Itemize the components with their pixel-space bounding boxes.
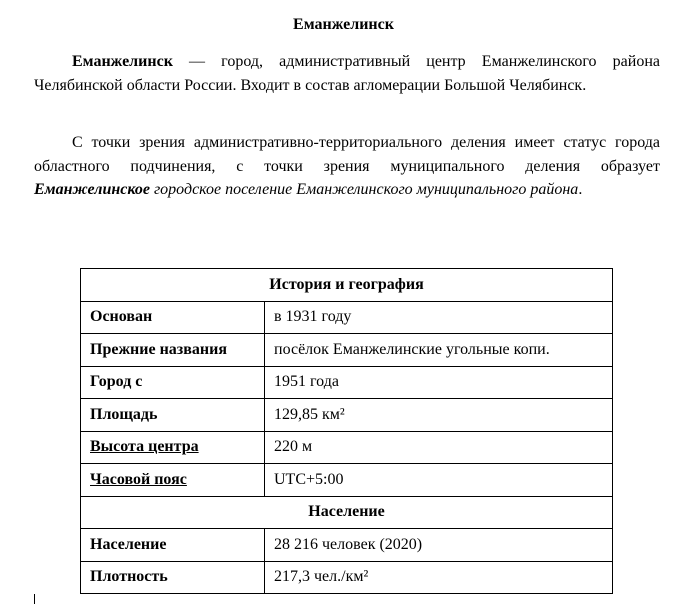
row-value: 28 216 человек (2020) [265, 529, 613, 562]
table-row [81, 366, 613, 399]
elevation-link[interactable]: Высота центра [81, 431, 265, 464]
row-value: посёлок Еманжелинские угольные копи. [265, 334, 613, 367]
row-value: в 1931 году [265, 301, 613, 334]
row-label: Основан [81, 301, 265, 334]
intro-text: — город, административный центр Еманжелинского района Челябинской области России. Входит в состав агломерации Большой Челябинск. [34, 53, 660, 94]
city-name-bold: Еманжелинск [72, 53, 173, 70]
table-row [81, 301, 613, 334]
row-label: Плотность [81, 561, 265, 594]
table-row [81, 464, 613, 497]
table-row [81, 561, 613, 594]
row-label: Прежние названия [81, 334, 265, 367]
row-label: Площадь [81, 399, 265, 432]
text-cursor [34, 594, 35, 604]
info-table [80, 268, 613, 594]
settlement-name: Еманжелинское [34, 181, 150, 198]
status-paragraph: С точки зрения административно-территориального деления имеет статус города областного подчинения, с точки зрения муниципального деления образует Еманжелинское городское поселение Еманжелинского муниципального района. [34, 134, 660, 198]
section-header-row [81, 496, 613, 529]
intro-paragraph [34, 50, 660, 97]
table-row [81, 399, 613, 432]
row-value: 220 м [265, 431, 613, 464]
section-header-population: Население [81, 496, 613, 529]
row-value: 1951 года [265, 366, 613, 399]
timezone-link[interactable]: Часовой пояс [81, 464, 265, 497]
table-row [81, 334, 613, 367]
row-label: Город с [81, 366, 265, 399]
table-row [81, 529, 613, 562]
row-label: Население [81, 529, 265, 562]
row-value: UTC+5:00 [265, 464, 613, 497]
table-row [81, 431, 613, 464]
row-value: 217,3 чел./км² [265, 561, 613, 594]
page-title: Еманжелинск [293, 16, 394, 33]
section-header-history: История и география [81, 269, 613, 302]
section-header-row [81, 269, 613, 302]
row-value: 129,85 км² [265, 399, 613, 432]
status-text: С точки зрения административно-территориального деления имеет статус города областного подчинения, с точки зрения муниципального деления образует [34, 134, 660, 175]
settlement-description: городское поселение Еманжелинского муниципального района [149, 181, 579, 198]
